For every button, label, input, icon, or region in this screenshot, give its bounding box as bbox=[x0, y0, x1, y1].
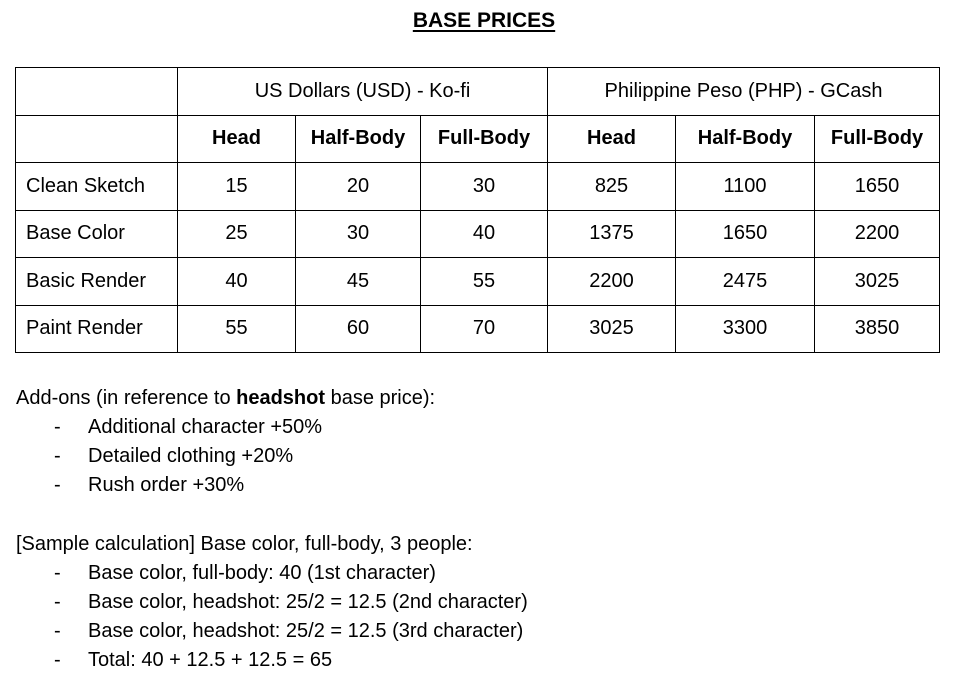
price-cell: 45 bbox=[296, 258, 421, 306]
price-cell: 60 bbox=[296, 305, 421, 353]
list-dash: - bbox=[54, 620, 61, 642]
price-cell: 30 bbox=[296, 210, 421, 258]
usd-group-header: US Dollars (USD) - Ko-fi bbox=[178, 68, 548, 116]
table-subheader-row bbox=[16, 115, 940, 163]
price-cell: 1650 bbox=[815, 163, 940, 211]
addons-intro-prefix: Add-ons (in reference to bbox=[16, 387, 237, 409]
price-cell: 1650 bbox=[676, 210, 815, 258]
price-cell: 2200 bbox=[815, 210, 940, 258]
usd-head-header: Head bbox=[178, 115, 296, 163]
price-cell: 40 bbox=[421, 210, 548, 258]
price-cell: 25 bbox=[178, 210, 296, 258]
table-row bbox=[16, 163, 940, 211]
price-cell: 1100 bbox=[676, 163, 815, 211]
usd-half-body-header: Half-Body bbox=[296, 115, 421, 163]
price-cell: 30 bbox=[421, 163, 548, 211]
price-cell: 40 bbox=[178, 258, 296, 306]
list-dash: - bbox=[54, 591, 61, 613]
addon-item-text: Detailed clothing +20% bbox=[88, 445, 294, 467]
addons-intro-bold: headshot bbox=[236, 387, 326, 409]
addons-section bbox=[16, 384, 435, 500]
price-cell: 15 bbox=[178, 163, 296, 211]
addons-intro bbox=[16, 384, 435, 413]
sample-calculation-section bbox=[16, 530, 528, 675]
sample-item-text: Total: 40 + 12.5 + 12.5 = 65 bbox=[88, 649, 333, 671]
row-label: Paint Render bbox=[16, 305, 178, 353]
table-header-row bbox=[16, 68, 940, 116]
list-dash: - bbox=[54, 416, 61, 438]
addon-item-text: Additional character +50% bbox=[88, 416, 323, 438]
sample-item-text: Base color, full-body: 40 (1st character) bbox=[88, 562, 436, 584]
list-item bbox=[16, 471, 435, 500]
table-row bbox=[16, 258, 940, 306]
table-row bbox=[16, 210, 940, 258]
list-dash: - bbox=[54, 649, 61, 671]
list-item bbox=[16, 646, 528, 675]
price-cell: 55 bbox=[178, 305, 296, 353]
php-full-body-header: Full-Body bbox=[815, 115, 940, 163]
price-cell: 3025 bbox=[815, 258, 940, 306]
price-cell: 3300 bbox=[676, 305, 815, 353]
price-cell: 3025 bbox=[548, 305, 676, 353]
php-group-header: Philippine Peso (PHP) - GCash bbox=[548, 68, 940, 116]
sample-item-text: Base color, headshot: 25/2 = 12.5 (2nd character) bbox=[88, 591, 528, 613]
list-item bbox=[16, 413, 435, 442]
price-cell: 1375 bbox=[548, 210, 676, 258]
list-item bbox=[16, 588, 528, 617]
page-title: BASE PRICES bbox=[412, 9, 556, 32]
sample-heading: [Sample calculation] Base color, full-body, 3 people: bbox=[16, 533, 473, 555]
row-label: Basic Render bbox=[16, 258, 178, 306]
price-cell: 55 bbox=[421, 258, 548, 306]
list-dash: - bbox=[54, 445, 61, 467]
price-cell: 70 bbox=[421, 305, 548, 353]
php-head-header: Head bbox=[548, 115, 676, 163]
row-label: Clean Sketch bbox=[16, 163, 178, 211]
list-dash: - bbox=[54, 562, 61, 584]
list-dash: - bbox=[54, 474, 61, 496]
price-cell: 825 bbox=[548, 163, 676, 211]
empty-corner-cell bbox=[16, 68, 178, 116]
php-half-body-header: Half-Body bbox=[676, 115, 815, 163]
price-cell: 2475 bbox=[676, 258, 815, 306]
price-table bbox=[15, 67, 940, 353]
addon-item-text: Rush order +30% bbox=[88, 474, 245, 496]
price-cell: 20 bbox=[296, 163, 421, 211]
table-row bbox=[16, 305, 940, 353]
price-cell: 3850 bbox=[815, 305, 940, 353]
addons-intro-suffix: base price): bbox=[325, 387, 436, 409]
sample-item-text: Base color, headshot: 25/2 = 12.5 (3rd character) bbox=[88, 620, 524, 642]
list-item bbox=[16, 617, 528, 646]
row-label: Base Color bbox=[16, 210, 178, 258]
usd-full-body-header: Full-Body bbox=[421, 115, 548, 163]
list-item bbox=[16, 442, 435, 471]
price-cell: 2200 bbox=[548, 258, 676, 306]
list-item bbox=[16, 559, 528, 588]
empty-row-label-cell bbox=[16, 115, 178, 163]
